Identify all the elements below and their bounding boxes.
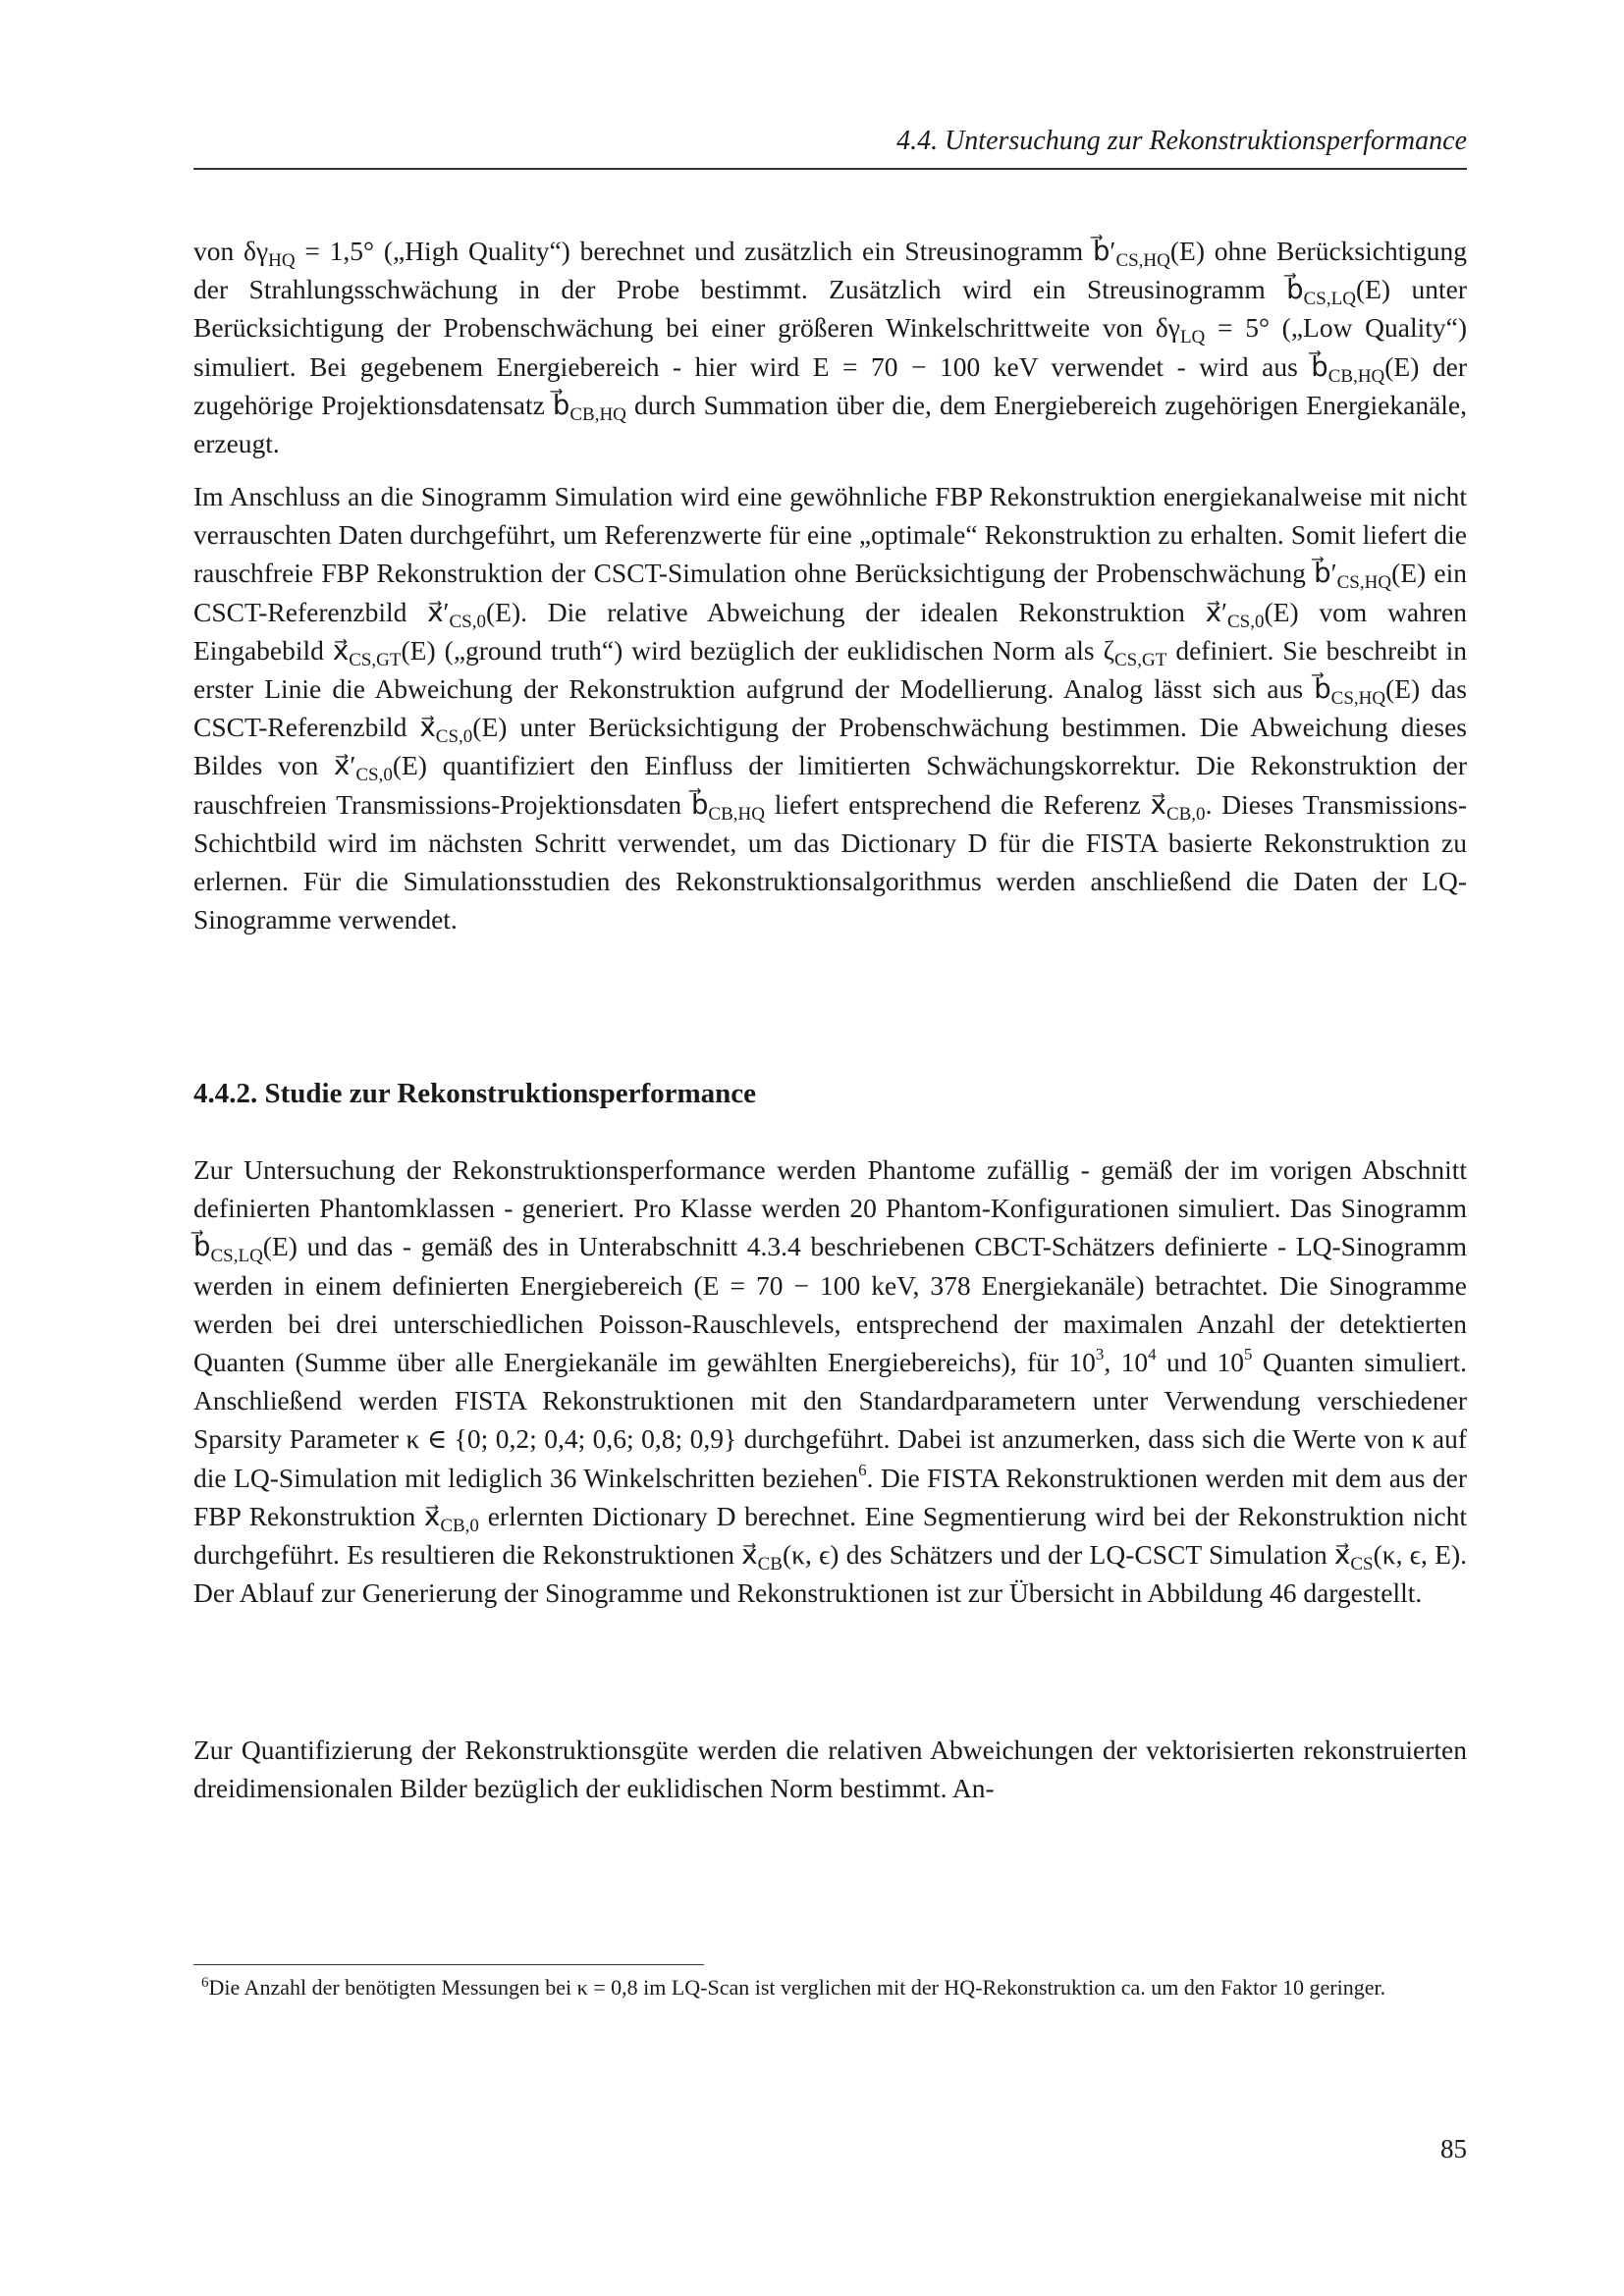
paragraph-2 xyxy=(193,477,1467,938)
subscript: CS,GT xyxy=(1113,649,1167,670)
paragraph-1 xyxy=(193,232,1467,462)
subscript: CS,0 xyxy=(449,611,486,632)
text-run: Zur Untersuchung der Rekonstruktionsperformance werden Phantome zufällig - gemäß der im vorigen Abschnitt definierten Phantomklassen - generiert. Pro Klasse werden 20 Phantom-Konfigurationen simuliert. Das Sinogramm b⃗ xyxy=(193,1154,1467,1262)
text-run: (E) und das - gemäß des in Unterabschnitt 4.3.4 beschriebenen CBCT-Schätzers definierte - LQ-Sinogramm werden in einem definierten Energiebereich (E = 70 − 100 keV, 378 Energiekanäle) betrachtet. Die Sinogramme werden bei drei unterschiedlichen Poisson-Rauschlevels, entsprechend der maximalen Anzahl der detektierten Quanten (Summe über alle Energiekanäle im gewählten Energiebereichs), für 10 xyxy=(193,1231,1467,1378)
text-run: Zur Quantifizierung der Rekonstruktionsgüte werden die relativen Abweichungen der vektorisierten rekonstruierten dreidimensionalen Bilder bezüglich der euklidischen Norm bestimmt. An- xyxy=(193,1735,1467,1804)
text-run: (E) der zugehörige Projektionsdatensatz b⃗ xyxy=(193,350,1467,420)
page-number: 85 xyxy=(1440,2134,1467,2163)
text-run: = 5° („Low Quality“) simuliert. Bei gegebenem Energiebereich - hier wird E = 70 − 100 keV verwendet - wird aus b⃗ xyxy=(193,312,1467,382)
text-run: (E) das CSCT-Referenzbild x⃗ xyxy=(193,673,1467,743)
superscript: 4 xyxy=(1148,1345,1157,1364)
subscript: CS,GT xyxy=(349,649,402,670)
text-run: und 10 xyxy=(1156,1347,1245,1378)
superscript: 3 xyxy=(1095,1345,1105,1364)
subscript: CB,0 xyxy=(1165,803,1206,825)
text-run: erlernten Dictionary D berechnet. Eine Segmentierung wird bei der Rekonstruktion nicht durchgeführt. Es resultieren die Rekonstruktionen x⃗ xyxy=(193,1500,1467,1571)
text-run: = 1,5° („High Quality“) berechnet und zusätzlich ein Streusinogramm b⃗′ xyxy=(295,236,1116,266)
subscript: CS,HQ xyxy=(1336,572,1392,594)
text-run: Im Anschluss an die Sinogramm Simulation wird eine gewöhnliche FBP Rekonstruktion energiekanalweise mit nicht verrauschten Daten durchgeführt, um Referenzwerte für eine „optimale“ Rekonstruktion zu erhalten. Somit liefert die rauschfreie FBP Rekonstruktion der CSCT-Simulation ohne Berücksichtigung der Probenschwächung b⃗′ xyxy=(193,481,1467,589)
footnote-rule xyxy=(193,1964,704,1965)
text-run: (E) ohne Berücksichtigung der Strahlungsschwächung in der Probe bestimmt. Zusätzlich wird ein Streusinogramm b⃗ xyxy=(193,236,1467,305)
subscript: LQ xyxy=(1179,327,1206,348)
text-run: . Die FISTA Rekonstruktionen werden mit dem aus der FBP Rekonstruktion x⃗ xyxy=(193,1462,1467,1531)
subscript: CS,LQ xyxy=(1303,289,1356,310)
subscript: CB,0 xyxy=(440,1515,479,1536)
text-run: von δγ xyxy=(193,236,269,266)
footnote-mark: 6 xyxy=(201,1975,209,1991)
paragraph-4 xyxy=(193,1731,1467,1807)
section-heading: 4.4.2. Studie zur Rekonstruktionsperformance xyxy=(193,1078,757,1109)
text-run: (E) unter Berücksichtigung der Probenschwächung bestimmen. Die Abweichung dieses Bildes von x⃗′ xyxy=(193,712,1468,781)
text-run: liefert entsprechend die Referenz x⃗ xyxy=(764,788,1166,820)
text-run: durch Summation über die, dem Energiebereich zugehörigen Energiekanäle, erzeugt. xyxy=(193,389,1467,459)
text-run: (E). Die relative Abweichung der idealen Rekonstruktion x⃗′ xyxy=(486,596,1227,627)
subscript: HQ xyxy=(268,250,296,271)
header-rule xyxy=(193,168,1467,170)
subscript: CS,HQ xyxy=(1330,688,1386,710)
text-run: (κ, ϵ) des Schätzers und der LQ-CSCT Simulation x⃗ xyxy=(782,1539,1351,1571)
text-run: (E) („ground truth“) wird bezüglich der euklidischen Norm als ζ xyxy=(401,634,1114,666)
text-run: (E) unter Berücksichtigung der Probenschwächung bei einer größeren Winkelschrittweite von δγ xyxy=(193,274,1467,344)
subscript: CS,LQ xyxy=(210,1246,263,1267)
running-header: 4.4. Untersuchung zur Rekonstruktionsperformance xyxy=(896,126,1467,156)
subscript: CB,HQ xyxy=(569,403,626,425)
text-run: (E) quantifiziert den Einfluss der limitierten Schwächungskorrektur. Die Rekonstruktion der rauschfreien Transmissions-Projektionsdaten b⃗ xyxy=(193,750,1467,820)
subscript: CS,0 xyxy=(435,726,473,748)
superscript: 5 xyxy=(1244,1345,1253,1364)
subscript: CB xyxy=(757,1554,783,1575)
text-run: (E) ein CSCT-Referenzbild x⃗′ xyxy=(193,558,1467,627)
text-run: , 10 xyxy=(1104,1347,1149,1378)
footnote xyxy=(201,1973,1485,2002)
subscript: CS xyxy=(1350,1554,1374,1575)
text-run: (κ, ϵ, E). Der Ablauf zur Generierung der Sinogramme und Rekonstruktionen ist zur Übersicht in Abbildung 46 dargestellt. xyxy=(193,1539,1467,1609)
text-run: definiert. Sie beschreibt in erster Linie die Abweichung der Rekonstruktion aufgrund der Modellierung. Analog lässt sich aus b⃗ xyxy=(193,634,1467,705)
superscript: 6 xyxy=(858,1460,867,1479)
subscript: CS,HQ xyxy=(1115,250,1170,271)
paragraph-3 xyxy=(193,1150,1467,1612)
subscript: CS,0 xyxy=(1227,611,1265,632)
subscript: CB,HQ xyxy=(1327,365,1385,387)
text-run: . Dieses Transmissions-Schichtbild wird im nächsten Schritt verwendet, um das Dictionary D für die FISTA basierte Rekonstruktion zu erlernen. Für die Simulationsstudien des Rekonstruktionsalgorithmus werden anschließend die Daten der LQ-Sinogramme verwendet. xyxy=(193,788,1467,935)
subscript: CB,HQ xyxy=(708,803,765,825)
footnote-text: Die Anzahl der benötigten Messungen bei κ = 0,8 im LQ-Scan ist verglichen mit der HQ-Rekonstruktion ca. um den Faktor 10 geringer. xyxy=(208,1975,1386,2000)
text-run: Quanten simuliert. Anschließend werden FISTA Rekonstruktionen mit den Standardparametern unter Verwendung verschiedener Sparsity Parameter κ ∈ {0; 0,2; 0,4; 0,6; 0,8; 0,9} durchgeführt. Dabei ist anzumerken, dass sich die Werte von κ auf die LQ-Simulation mit lediglich 36 Winkelschritten beziehen xyxy=(193,1347,1468,1493)
text-run: (E) vom wahren Eingabebild x⃗ xyxy=(193,596,1467,666)
subscript: CS,0 xyxy=(355,765,393,786)
